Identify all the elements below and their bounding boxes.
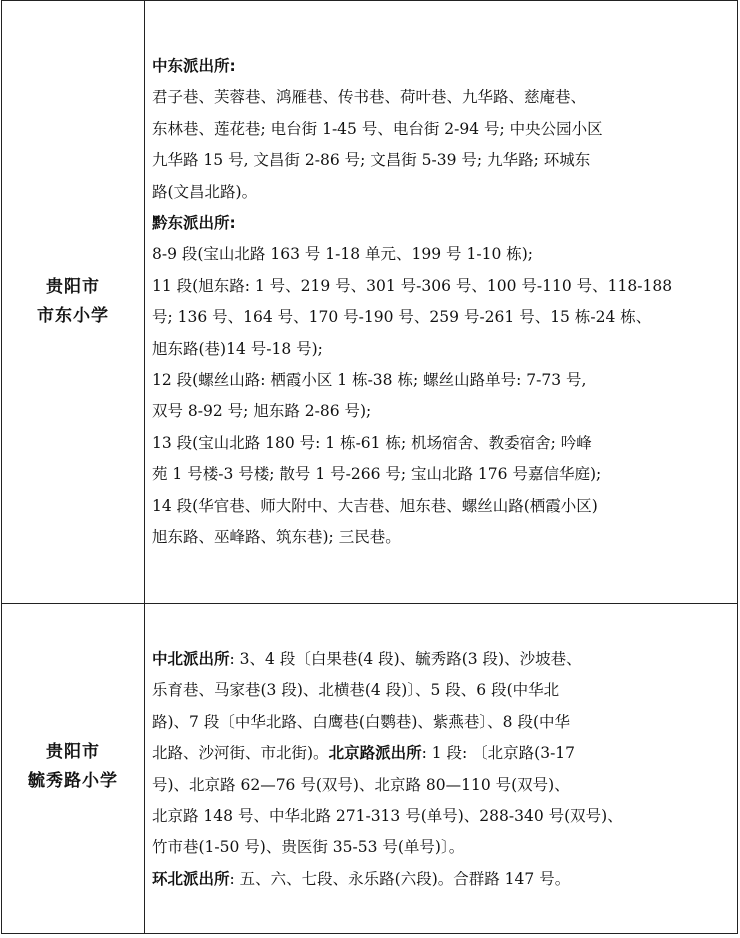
content-line: 双号 8-92 号; 旭东路 2-86 号); [152,402,372,421]
content-text: : 3、4 段〔白果巷(4 段)、毓秀路(3 段)、沙坡巷、 [229,650,582,668]
content-line: 君子巷、芙蓉巷、鸿雁巷、传书巷、荷叶巷、九华路、慈庵巷、 [152,88,587,107]
police-station-heading: 中东派出所: [152,57,236,75]
content-line [152,864,734,895]
district-content [152,51,734,554]
content-line: 东林巷、莲花巷; 电台街 1-45 号、电台街 2-94 号; 中央公园小区 [152,119,603,138]
table-row [2,1,737,604]
school-name-cell [2,273,144,331]
content-line: 14 段(华官巷、师大附中、大吉巷、旭东巷、螺丝山路(栖霞小区) [152,496,598,515]
content-text: 北路、沙河街、市北街)。 [152,744,329,763]
table-row [2,604,737,934]
school-name-cell [2,738,144,796]
school-city: 贵阳市 [46,277,100,297]
police-station-heading: 黔东派出所: [152,214,236,233]
school-name: 市东小学 [37,306,109,326]
content-line: 11 段(旭东路: 1 号、219 号、301 号-306 号、100 号-110 号、118-188 [152,276,673,295]
content-line: 路(文昌北路)。 [152,182,258,201]
content-line: 号)、北京路 62—76 号(双号)、北京路 80—110 号(双号)、 [152,775,570,794]
column-divider [144,604,145,934]
content-line: 路)、7 段〔中华北路、白鹰巷(白鹦巷)、紫燕巷〕、8 段(中华 [152,712,571,731]
content-line: 13 段(宝山北路 180 号: 1 栋-61 栋; 机场宿舍、教委宿舍; 吟峰 [152,433,592,452]
column-divider [144,1,145,603]
police-station-label: 北京路派出所 [328,744,422,763]
content-line [152,644,734,675]
content-line [152,738,734,769]
content-line: 乐育巷、马家巷(3 段)、北横巷(4 段)〕、5 段、6 段(中华北 [152,681,560,700]
school-city: 贵阳市 [46,742,100,762]
content-line: 8-9 段(宝山北路 163 号 1-18 单元、199 号 1-10 栋); [152,245,534,264]
content-line: 北京路 148 号、中华北路 271-313 号(单号)、288-340 号(双号)、 [152,807,623,826]
content-line: 旭东路、巫峰路、筑东巷); 三民巷。 [152,528,401,547]
content-line: 号; 136 号、164 号、170 号-190 号、259 号-261 号、15 栋-24 栋、 [152,308,652,327]
police-station-label: 中北派出所 [152,650,230,668]
police-station-label: 环北派出所 [152,869,230,888]
school-name: 毓秀路小学 [28,771,118,791]
content-line: 苑 1 号楼-3 号楼; 散号 1 号-266 号; 宝山北路 176 号嘉信华庭); [152,465,602,484]
content-line: 竹市巷(1-50 号)、贵医街 35-53 号(单号)〕。 [152,838,465,857]
zoning-table [1,0,738,934]
content-text: : 1 段: 〔北京路(3-17 [421,744,576,763]
content-line: 旭东路(巷)14 号-18 号); [152,339,323,358]
content-line: 12 段(螺丝山路: 栖霞小区 1 栋-38 栋; 螺丝山路单号: 7-73 号, [152,371,587,390]
content-line: 九华路 15 号, 文昌街 2-86 号; 文昌街 5-39 号; 九华路; 环城东 [152,151,591,170]
district-content [152,644,734,895]
content-text: : 五、六、七段、永乐路(六段)。合群路 147 号。 [229,869,571,888]
